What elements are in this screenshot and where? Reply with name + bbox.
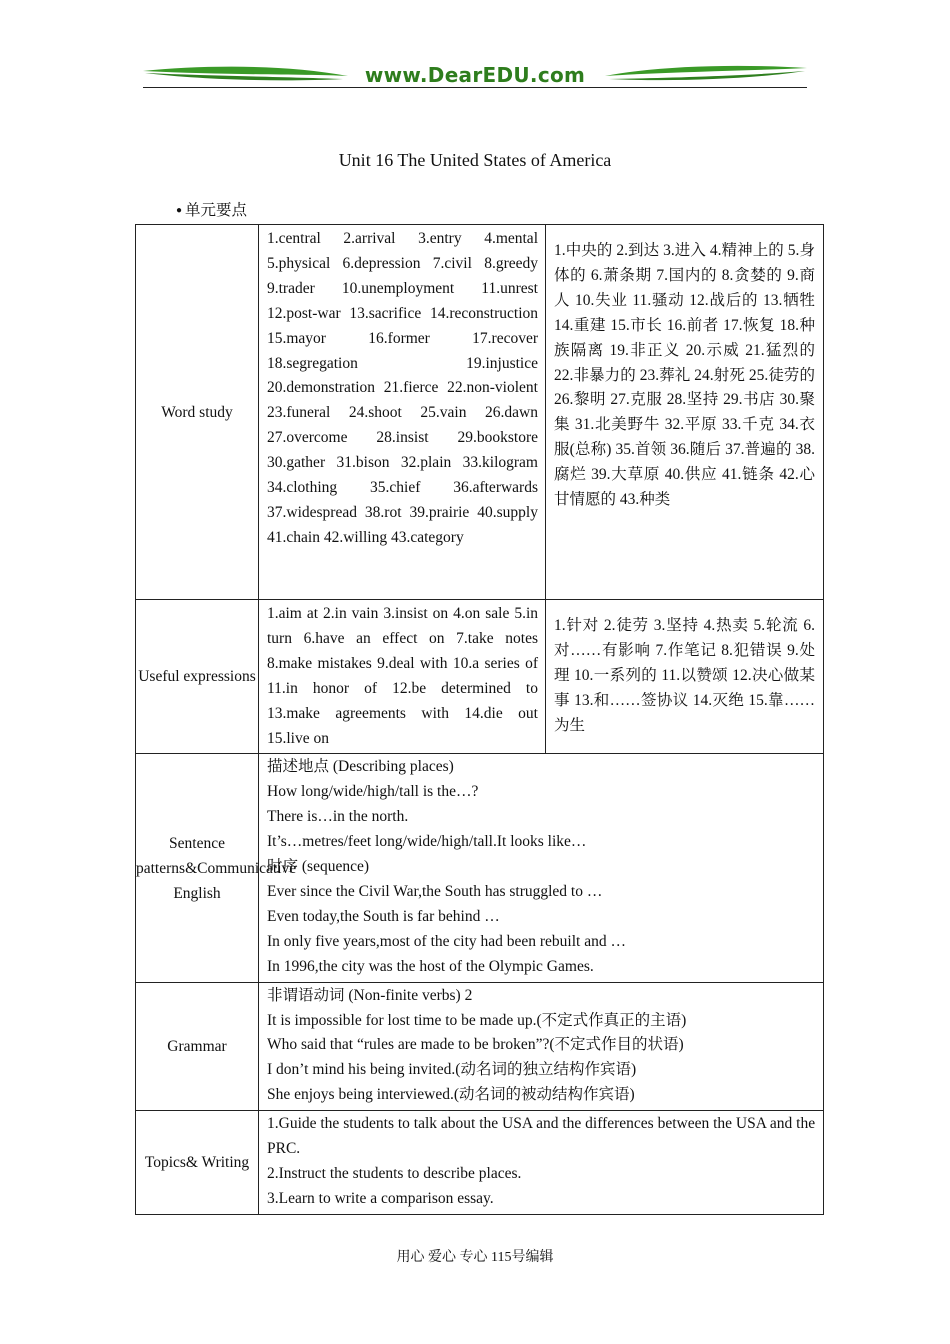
text-line: How long/wide/high/tall is the…? (267, 783, 479, 801)
site-name[interactable]: www.DearEDU.com (364, 63, 586, 87)
section-heading (176, 198, 247, 220)
header-rule (143, 87, 807, 88)
text-line: In only five years,most of the city had been rebuilt and … (267, 932, 626, 950)
text-line: 描述地点 (Describing places) (267, 758, 454, 776)
unit-key-points-table (135, 224, 824, 1215)
text-line: It’s…metres/feet long/wide/high/tall.It looks like… (267, 833, 587, 851)
text-line: She enjoys being interviewed.(动名词的被动结构作宾语) (267, 1086, 635, 1104)
text-line: 非谓语动词 (Non-finite verbs) 2 (267, 986, 473, 1004)
text-line: There is…in the north. (267, 808, 409, 826)
text-line: 2.Instruct the students to describe places. (267, 1164, 522, 1182)
grammar-lines (259, 983, 823, 1111)
table-row (136, 600, 824, 754)
useful-expressions-english-cell (259, 600, 546, 754)
word-study-chinese: 1.中央的 2.到达 3.进入 4.精神上的 5.身体的 6.萧条期 7.国内的 8.贪婪的 9.商人 10.失业 11.骚动 12.战后的 13.牺牲 14.重建 15.市长 16.前者 17.恢复 18.种族隔离 19.非正义 20.示威 21.猛烈的 22.非暴力的 23.葬礼 24.射死 25.徒劳的 26.黎明 27.克服 28.坚持 29.书店 30.聚集 31.北美野牛 32.平原 33.千克 34.衣服(总称) 35.首领 36.随后 37.普遍的 38.腐烂 39.大草原 40.供应 41.链条 42.心甘情愿的 43.种类 (554, 242, 815, 509)
sentence-patterns-lines (259, 754, 823, 981)
text-line: 3.Learn to write a comparison essay. (267, 1189, 494, 1207)
text-line: It is impossible for lost time to be made up.(不定式作真正的主语) (267, 1011, 687, 1029)
row-label-topics-writing: Topics& Writing (136, 1111, 259, 1215)
word-study-english-cell (259, 225, 546, 600)
text-line: Who said that “rules are made to be broken”?(不定式作目的状语) (267, 1036, 684, 1054)
topics-writing-cell (259, 1111, 824, 1215)
text-line: In 1996,the city was the host of the Olympic Games. (267, 957, 594, 975)
text-line: Ever since the Civil War,the South has struggled to … (267, 882, 603, 900)
table-row (136, 982, 824, 1111)
grammar-cell (259, 982, 824, 1111)
bullet-icon: ● (176, 205, 183, 216)
text-line: 1.Guide the students to talk about the USA and the differences between the USA and the PRC. (267, 1115, 816, 1158)
text-line: I don’t mind his being invited.(动名词的独立结构作宾语) (267, 1061, 637, 1079)
topics-writing-lines (259, 1111, 823, 1214)
text-line: Even today,the South is far behind … (267, 907, 500, 925)
section-heading-text: 单元要点 (185, 202, 248, 219)
text-line: 时序 (sequence) (267, 858, 369, 876)
sentence-patterns-cell (259, 754, 824, 982)
useful-expressions-chinese-cell (546, 600, 824, 754)
row-label-useful-expressions: Useful expressions (136, 600, 259, 754)
word-study-chinese-cell (546, 225, 824, 600)
page-title: Unit 16 The United States of America (338, 150, 612, 170)
useful-expressions-chinese: 1.针对 2.徒劳 3.坚持 4.热卖 5.轮流 6.对……有影响 7.作笔记 8.犯错误 9.处理 10.一系列的 11.以赞颂 12.决心做某事 13.和……签协议 14.灭绝 15.靠……为生 (554, 617, 815, 734)
table-row (136, 225, 824, 600)
row-label-sentence-patterns: Sentence patterns&Communicative English (136, 754, 259, 982)
table-row (136, 754, 824, 982)
table-row (136, 1111, 824, 1215)
page-footer: 用心 爱心 专心 115号编辑 (396, 1250, 554, 1265)
useful-expressions-english: 1.aim at 2.in vain 3.insist on 4.on sale 5.in turn 6.have an effect on 7.take notes 8.make mistakes 9.deal with 10.a series of 11.in honor of 12.be determined to 13.make agreements with 14.die out 15.live on (267, 605, 538, 747)
word-study-english: 1.central 2.arrival 3.entry 4.mental 5.physical 6.depression 7.civil 8.greedy 9.trader 10.unemployment 11.unrest 12.post-war 13.sacrifice 14.reconstruction 15.mayor 16.former 17.recover 18.segregation 19.injustice 20.demonstration 21.fierce 22.non-violent 23.funeral 24.shoot 25.vain 26.dawn 27.overcome 28.insist 29.bookstore 30.gather 31.bison 32.plain 33.kilogram 34.clothing 35.chief 36.afterwards 37.widespread 38.rot 39.prairie 40.supply 41.chain 42.willing 43.category (267, 230, 538, 546)
row-label-grammar: Grammar (136, 982, 259, 1111)
row-label-word-study: Word study (136, 225, 259, 600)
